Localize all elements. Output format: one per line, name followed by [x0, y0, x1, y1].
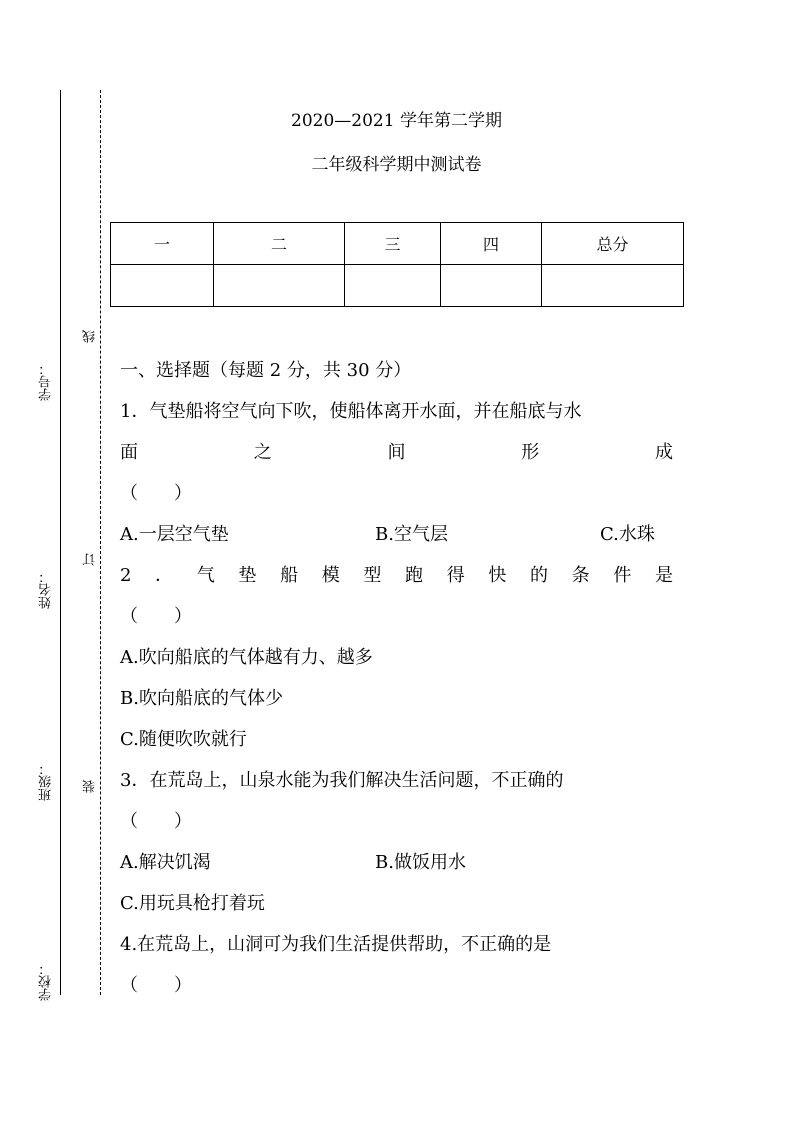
stem-char: 得: [446, 565, 465, 586]
binding-solid-line: [60, 90, 61, 995]
score-cell-4[interactable]: [441, 265, 542, 307]
score-header-3: 三: [345, 223, 441, 265]
option-c[interactable]: C.水珠: [600, 524, 655, 545]
student-number-label: 学号：: [39, 362, 54, 401]
question-1-stem: 1．气垫船将空气向下吹，使船体离开水面，并在船底与水: [120, 401, 582, 422]
stem-char: ．: [155, 565, 174, 586]
score-header-1: 一: [111, 223, 214, 265]
stem-char: 快: [488, 565, 507, 586]
score-table-header-row: [111, 223, 684, 265]
question-2-answer-blank[interactable]: （ ）: [120, 606, 192, 627]
question-4-stem: 4.在荒岛上，山洞可为我们生活提供帮助，不正确的是: [120, 934, 552, 955]
score-header-2: 二: [214, 223, 345, 265]
section-heading: 一、选择题（每题 2 分，共 30 分）: [120, 360, 412, 381]
option-a[interactable]: A.一层空气垫: [120, 524, 229, 545]
stem-char: 条: [571, 565, 590, 586]
option-a[interactable]: A.解决饥渴: [120, 852, 211, 873]
class-label: 班级：: [39, 762, 54, 801]
question-3-answer-blank[interactable]: （ ）: [120, 811, 192, 832]
stem-char: 的: [530, 565, 549, 586]
stem-char: 模: [321, 565, 340, 586]
stem-char: 船: [280, 565, 299, 586]
stem-char: 间: [387, 442, 406, 463]
question-3-stem: 3．在荒岛上，山泉水能为我们解决生活问题，不正确的: [120, 770, 564, 791]
score-table-score-row: [111, 265, 684, 307]
binding-dashed-line: [100, 90, 101, 995]
binding-mark-zhuang: 装: [83, 780, 98, 793]
stem-char: 形: [521, 442, 540, 463]
score-cell-total[interactable]: [542, 265, 684, 307]
stem-char: 成: [655, 442, 673, 463]
stem-char: 之: [253, 442, 272, 463]
question-2-stem: [120, 555, 673, 596]
score-cell-1[interactable]: [111, 265, 214, 307]
question-1-answer-blank[interactable]: （ ）: [120, 483, 192, 504]
stem-char: 气: [196, 565, 215, 586]
option-b[interactable]: B.空气层: [375, 524, 448, 545]
binding-mark-ding: 订: [83, 553, 98, 566]
score-header-4: 四: [441, 223, 542, 265]
score-cell-3[interactable]: [345, 265, 441, 307]
question-1-stem-continued: [120, 432, 673, 473]
option-c[interactable]: C.随便吹吹就行: [120, 729, 247, 750]
question-1-options: [120, 514, 673, 555]
question-4-answer-blank[interactable]: （ ）: [120, 975, 192, 996]
stem-char: 跑: [405, 565, 424, 586]
exam-title: 二年级科学期中测试卷: [311, 155, 482, 175]
exam-content: [120, 350, 673, 1006]
question-3-options: [120, 842, 673, 883]
stem-char: 型: [363, 565, 382, 586]
stem-char: 件: [613, 565, 632, 586]
score-header-total: 总分: [542, 223, 684, 265]
option-c[interactable]: C.用玩具枪打着玩: [120, 893, 265, 914]
stem-char: 是: [654, 565, 673, 586]
option-b[interactable]: B.吹向船底的气体少: [120, 688, 283, 709]
stem-char: 面: [120, 442, 138, 463]
stem-char: 2: [120, 565, 132, 586]
score-table: [110, 222, 684, 307]
option-a[interactable]: A.吹向船底的气体越有力、越多: [120, 647, 373, 668]
stem-char: 垫: [238, 565, 257, 586]
score-cell-2[interactable]: [214, 265, 345, 307]
student-name-label: 姓名：: [39, 570, 54, 609]
binding-mark-xian: 线: [83, 330, 98, 343]
option-b[interactable]: B.做饭用水: [375, 852, 466, 873]
school-label: 学校：: [39, 962, 54, 1001]
exam-year: 2020—2021 学年第二学期: [291, 111, 502, 131]
